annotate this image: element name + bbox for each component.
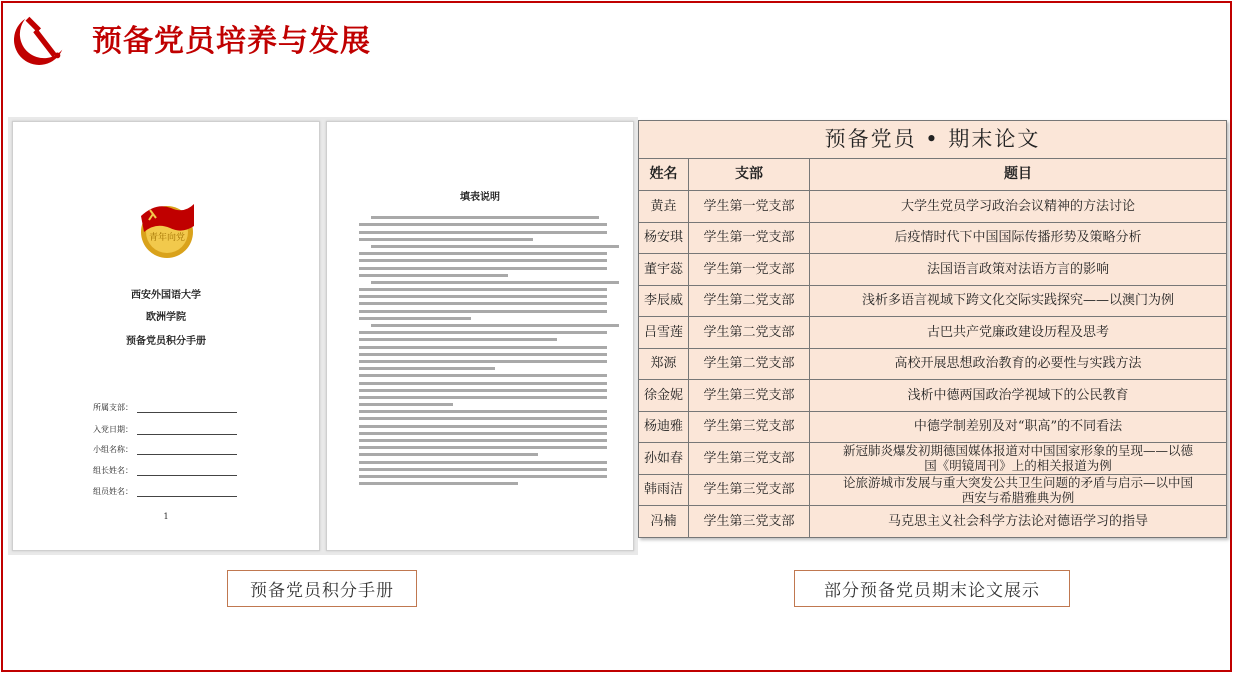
col-header-topic: 题目 — [810, 159, 1227, 191]
cell-name: 韩雨洁 — [639, 474, 689, 506]
page-title: 预备党员培养与发展 — [92, 24, 371, 59]
form-field: 小组名称： — [93, 444, 237, 455]
col-header-branch: 支部 — [689, 159, 810, 191]
cell-name: 徐金妮 — [639, 380, 689, 412]
cell-topic: 大学生党员学习政治会议精神的方法讨论 — [810, 191, 1227, 223]
cell-name: 杨迪雅 — [639, 411, 689, 443]
table-row — [639, 317, 1227, 349]
form-field: 入党日期： — [93, 424, 237, 435]
table-row — [639, 474, 1227, 506]
cell-branch: 学生第二党支部 — [689, 348, 810, 380]
form-field: 组长姓名： — [93, 465, 237, 476]
page-number: 1 — [163, 512, 169, 521]
cell-branch: 学生第二党支部 — [689, 285, 810, 317]
slide-header — [12, 8, 371, 68]
cell-branch: 学生第三党支部 — [689, 411, 810, 443]
booklet-cover-page — [12, 121, 320, 551]
cell-topic: 新冠肺炎爆发初期德国媒体报道对中国国家形象的呈现——以德国《明镜周刊》上的相关报道为例 — [810, 443, 1227, 475]
instructions-title: 填表说明 — [460, 192, 500, 203]
table-row — [639, 254, 1227, 286]
booklet-caption: 预备党员积分手册 — [227, 570, 417, 607]
cell-topic: 浅析多语言视域下跨文化交际实践探究——以澳门为例 — [810, 285, 1227, 317]
cell-branch: 学生第三党支部 — [689, 506, 810, 538]
svg-text:青年向党: 青年向党 — [148, 233, 186, 243]
cell-topic: 马克思主义社会科学方法论对德语学习的指导 — [810, 506, 1227, 538]
cell-branch: 学生第一党支部 — [689, 254, 810, 286]
instructions-page — [326, 121, 634, 551]
cell-name: 董宇蕊 — [639, 254, 689, 286]
table-caption: 预备党员 • 期末论文 — [639, 121, 1227, 159]
table-row — [639, 506, 1227, 538]
college-name: 欧洲学院 — [146, 312, 186, 323]
hammer-sickle-icon — [12, 9, 70, 67]
cell-name: 黄垚 — [639, 191, 689, 223]
form-field: 所属支部： — [93, 402, 237, 413]
youth-league-badge-icon — [136, 196, 198, 260]
col-header-name: 姓名 — [639, 159, 689, 191]
cell-name: 孙如春 — [639, 443, 689, 475]
thesis-table — [638, 120, 1227, 538]
cell-topic: 后疫情时代下中国国际传播形势及策略分析 — [810, 222, 1227, 254]
table-row — [639, 411, 1227, 443]
table-row — [639, 191, 1227, 223]
cell-name: 李辰威 — [639, 285, 689, 317]
cell-branch: 学生第一党支部 — [689, 191, 810, 223]
cell-topic: 古巴共产党廉政建设历程及思考 — [810, 317, 1227, 349]
cell-topic: 高校开展思想政治教育的必要性与实践方法 — [810, 348, 1227, 380]
cell-branch: 学生第二党支部 — [689, 317, 810, 349]
cell-name: 吕雪莲 — [639, 317, 689, 349]
cell-branch: 学生第三党支部 — [689, 380, 810, 412]
university-name: 西安外国语大学 — [131, 290, 201, 301]
cell-branch: 学生第一党支部 — [689, 222, 810, 254]
cell-topic: 浅析中德两国政治学视域下的公民教育 — [810, 380, 1227, 412]
instructions-body — [359, 212, 607, 489]
cell-name: 郑源 — [639, 348, 689, 380]
cell-branch: 学生第三党支部 — [689, 474, 810, 506]
form-field: 组员姓名： — [93, 486, 237, 497]
thesis-caption: 部分预备党员期末论文展示 — [794, 570, 1070, 607]
cell-topic: 论旅游城市发展与重大突发公共卫生问题的矛盾与启示—以中国西安与希腊雅典为例 — [810, 474, 1227, 506]
cell-name: 杨安琪 — [639, 222, 689, 254]
table-row — [639, 222, 1227, 254]
booklet-title: 预备党员积分手册 — [126, 336, 206, 347]
cell-name: 冯楠 — [639, 506, 689, 538]
table-row — [639, 380, 1227, 412]
cell-topic: 中德学制差别及对“职高”的不同看法 — [810, 411, 1227, 443]
table-row — [639, 348, 1227, 380]
table-row — [639, 443, 1227, 475]
table-row — [639, 285, 1227, 317]
cell-topic: 法国语言政策对法语方言的影响 — [810, 254, 1227, 286]
cell-branch: 学生第三党支部 — [689, 443, 810, 475]
